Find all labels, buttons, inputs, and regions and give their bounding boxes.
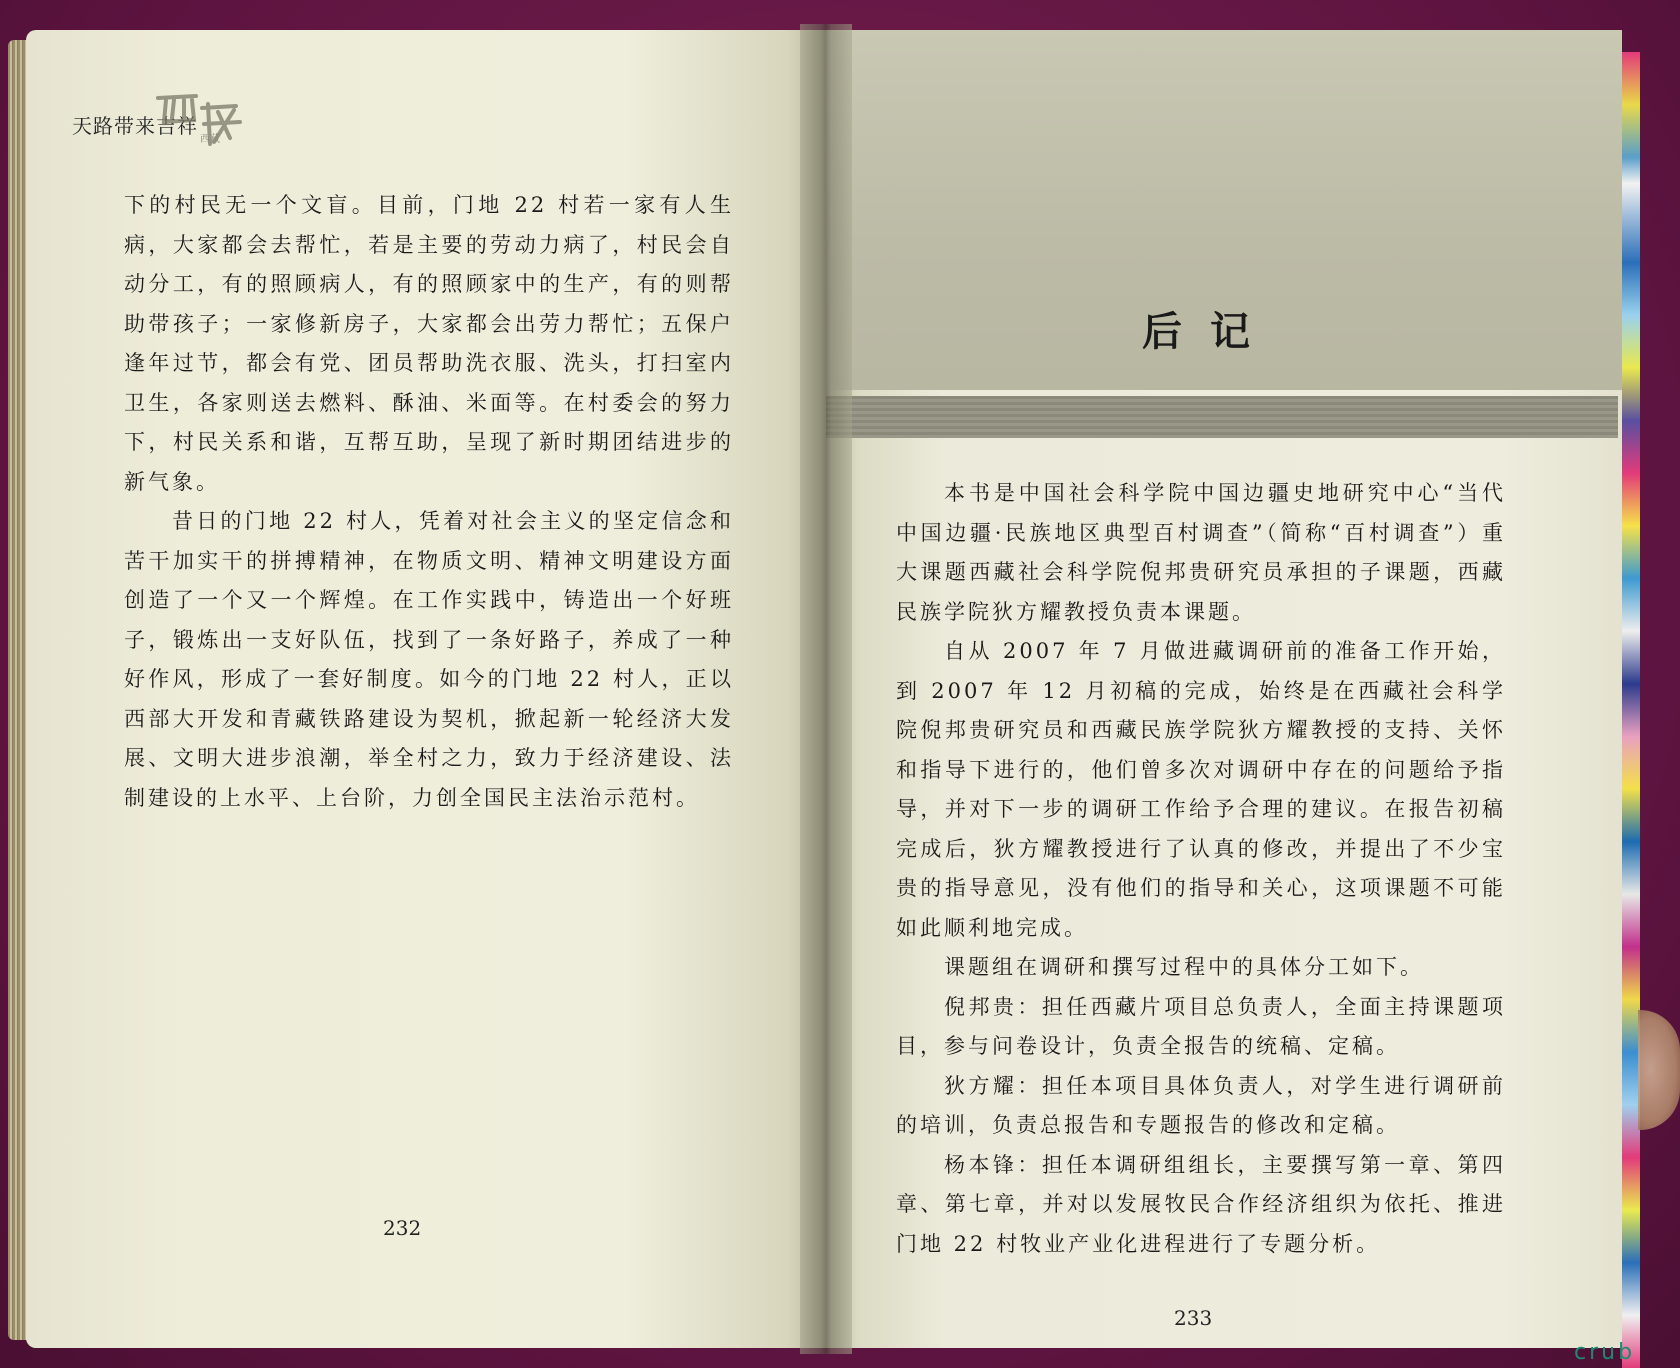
tibet-calligraphy-logo <box>148 78 248 152</box>
right-paragraph-6: 杨本锋：担任本调研组组长，主要撰写第一章、第四章、第七章，并对以发展牧民合作经济组织为依托、推进门地 22 村牧业产业化进程进行了专题分析。 <box>896 1152 1506 1256</box>
right-paragraph-4: 倪邦贵：担任西藏片项目总负责人，全面主持课题项目，参与问卷设计，负责全报告的统稿、定稿。 <box>896 994 1506 1058</box>
svg-text:西藏: 西藏 <box>200 134 220 145</box>
title-stripe <box>826 396 1618 438</box>
left-paragraph-2: 昔日的门地 22 村人，凭着对社会主义的坚定信念和苦干加实干的拼搏精神，在物质文明、精神文明建设方面创造了一个又一个辉煌。在工作实践中，铸造出一个好班子，锻炼出一支好队伍，找到了一条好路子，养成了一种好作风，形成了一套好制度。如今的门地 22 村人，正以西部大开发和青藏铁路建设为契机，掀起新一轮经济大发展、文明大进步浪潮，举全村之力，致力于经济建设、法制建设的上水平、上台阶，力创全国民主法治示范村。 <box>124 509 734 810</box>
right-paragraph-3: 课题组在调研和撰写过程中的具体分工如下。 <box>944 955 1424 979</box>
left-paragraph-1: 下的村民无一个文盲。目前，门地 22 村若一家有人生病，大家都会去帮忙，若是主要的劳动力病了，村民会自动分工，有的照顾病人，有的照顾家中的生产，有的则帮助带孩子；一家修新房子，大家都会出劳力帮忙；五保户逢年过节，都会有党、团员帮助洗衣服、洗头，打扫室内卫生，各家则送去燃料、酥油、米面等。在村委会的努力下，村民关系和谐，互帮互助，呈现了新时期团结进步的新气象。 <box>124 193 734 494</box>
color-calibration-bar <box>1622 52 1640 1368</box>
right-paragraph-5: 狄方耀：担任本项目具体负责人，对学生进行调研前的培训，负责总报告和专题报告的修改和定稿。 <box>896 1073 1506 1137</box>
book-gutter <box>800 24 852 1354</box>
right-page-number: 233 <box>1174 1306 1213 1330</box>
right-page-body <box>896 474 1506 1264</box>
watermark-text: crub <box>1574 1340 1636 1365</box>
right-paragraph-2: 自从 2007 年 7 月做进藏调研前的准备工作开始，到 2007 年 12 月初稿的完成，始终是在西藏社会科学院倪邦贵研究员和西藏民族学院狄方耀教授的支持、关怀和指导下进行的，他们曾多次对调研中存在的问题给予指导，并对下一步的调研工作给予合理的建议。在报告初稿完成后，狄方耀教授进行了认真的修改，并提出了不少宝贵的指导意见，没有他们的指导和关心，这项课题不可能如此顺利地完成。 <box>896 639 1506 940</box>
running-head: 天路带来吉祥 <box>72 114 198 138</box>
right-paragraph-1: 本书是中国社会科学院中国边疆史地研究中心“当代中国边疆·民族地区典型百村调查”（简称“百村调查”）重大课题西藏社会科学院倪邦贵研究员承担的子课题，西藏民族学院狄方耀教授负责本课题。 <box>896 481 1506 624</box>
chapter-title: 后记 <box>1142 309 1278 355</box>
left-page-number: 232 <box>383 1216 422 1240</box>
left-page-body <box>124 186 734 818</box>
